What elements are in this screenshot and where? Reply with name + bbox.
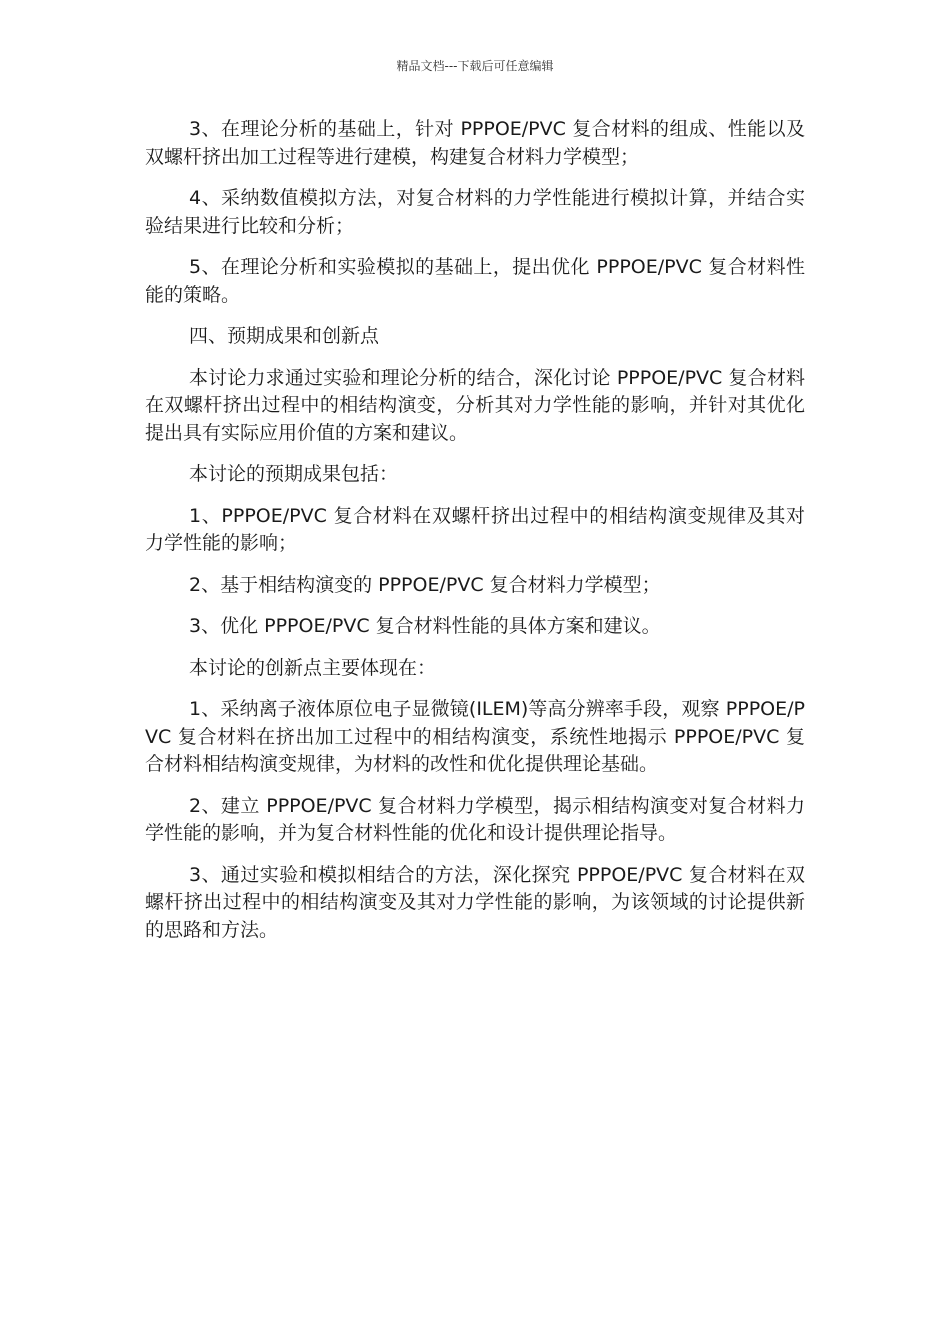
paragraph-research-method-5: 5、在理论分析和实验模拟的基础上，提出优化 PPPOE/PVC 复合材料性能的策略。 [145,256,805,306]
section-heading-expected-results: 四、预期成果和创新点 [189,325,380,347]
paragraph-research-goal: 本讨论力求通过实验和理论分析的结合，深化讨论 PPPOE/PVC 复合材料在双螺杆挤出过程中的相结构演变，分析其对力学性能的影响，并针对其优化提出具有实际应用价值的方案和建议。 [145,366,805,444]
paragraph-expected-result-3: 3、优化 PPPOE/PVC 复合材料性能的具体方案和建议。 [189,615,661,637]
paragraph-innovation-1: 1、采纳离子液体原位电子显微镜(ILEM)等高分辨率手段，观察 PPPOE/PVC 复合材料在挤出加工过程中的相结构演变，系统性地揭示 PPPOE/PVC 复合材料相结构演变规律，为材料的改性和优化提供理论基础。 [145,698,805,775]
paragraph-research-method-4: 4、采纳数值模拟方法，对复合材料的力学性能进行模拟计算，并结合实验结果进行比较和分析； [145,187,805,237]
paragraph-innovation-intro: 本讨论的创新点主要体现在： [189,656,437,679]
paragraph-innovation-2: 2、建立 PPPOE/PVC 复合材料力学模型，揭示相结构演变对复合材料力学性能的影响，并为复合材料性能的优化和设计提供理论指导。 [145,794,805,844]
paragraph-expected-results-intro: 本讨论的预期成果包括： [189,463,399,485]
paragraph-expected-result-2: 2、基于相结构演变的 PPPOE/PVC 复合材料力学模型； [189,573,661,596]
paragraph-research-method-3: 3、在理论分析的基础上，针对 PPPOE/PVC 复合材料的组成、性能以及双螺杆挤出加工过程等进行建模，构建复合材料力学模型； [145,118,805,168]
paragraph-expected-result-1: 1、PPPOE/PVC 复合材料在双螺杆挤出过程中的相结构演变规律及其对力学性能的影响； [145,504,805,554]
document-body [145,116,805,958]
page-header: 精品文档---下载后可任意编辑 [396,59,554,73]
paragraph-innovation-3: 3、通过实验和模拟相结合的方法，深化探究 PPPOE/PVC 复合材料在双螺杆挤出过程中的相结构演变及其对力学性能的影响，为该领域的讨论提供新的思路和方法。 [145,863,805,941]
